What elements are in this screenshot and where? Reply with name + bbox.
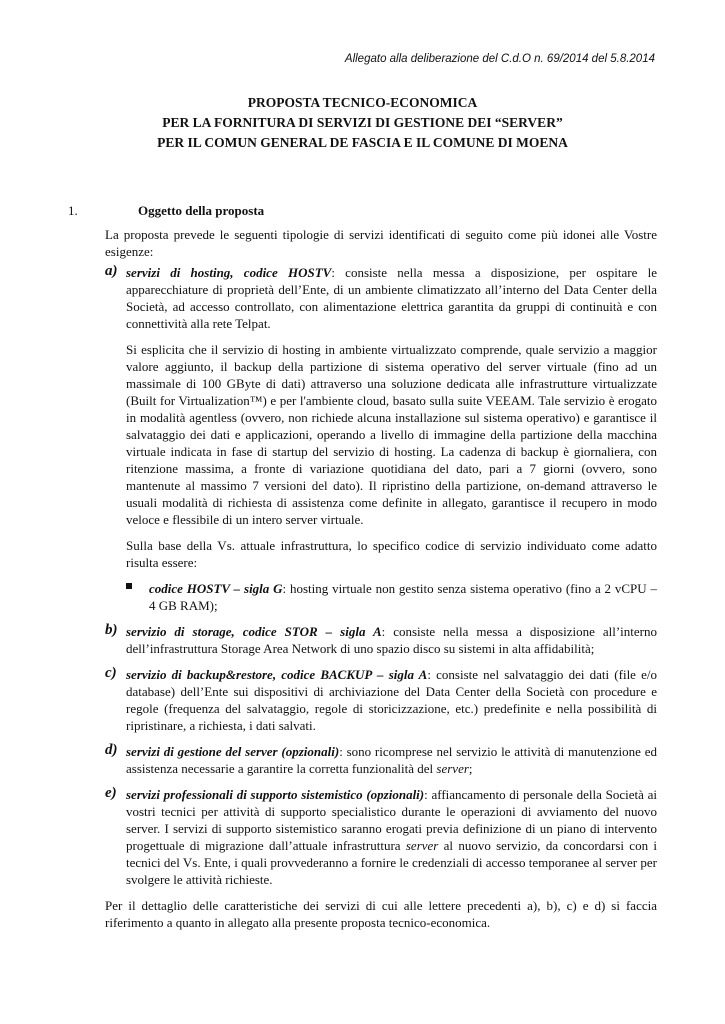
bullet-item <box>126 580 657 614</box>
item-heading: servizi di gestione del server (opzionali) <box>126 744 340 759</box>
item-heading: servizi professionali di supporto sistemistico (opzionali) <box>126 787 425 802</box>
item-text-2: al nuovo servizio, da concordarsi con i tecnici del Vs. Ente, i quali provvederanno a fornire le credenziali di accesso temporanee al server per svolgere le attività richieste. <box>126 838 657 887</box>
section-number: 1. <box>68 203 78 218</box>
item-letter: a) <box>105 263 118 279</box>
item-letter: b) <box>105 622 118 638</box>
bullet-heading: codice HOSTV – sigla G <box>149 581 283 596</box>
item-heading: servizi di hosting, codice HOSTV <box>126 265 332 280</box>
title-line-3: PER IL COMUN GENERAL DE FASCIA E IL COMUNE DI MOENA <box>157 135 568 150</box>
item-letter: d) <box>105 742 118 758</box>
section-title: Oggetto della proposta <box>138 203 265 218</box>
service-item-d <box>105 743 657 777</box>
item-text: : consiste nella messa a disposizione all’interno dell’infrastruttura Storage Area Network di uno spazio disco su sistemi in alta affidabilità; <box>126 624 657 656</box>
item-paragraph <box>126 623 657 657</box>
bullet-text: : hosting virtuale non gestito senza sistema operativo (fino a 2 vCPU – 4 GB RAM); <box>149 581 657 613</box>
item-paragraph <box>126 786 657 888</box>
item-italic-word: server <box>405 838 439 853</box>
service-item-c <box>105 666 657 734</box>
item-text: : consiste nel salvataggio dei dati (file e/o database) dell’Ente sui dispositivi di archiviazione del Data Center della Società con procedure e regole (frequenza del salvataggio, regole di storicizzazione, etc.) predefinite e nella possibilità di ripristinare, a richiesta, i dati salvati. <box>126 667 657 733</box>
item-paragraph <box>126 743 657 777</box>
service-item-a <box>105 264 657 614</box>
title-line-1: PROPOSTA TECNICO-ECONOMICA <box>247 95 478 110</box>
item-paragraph-2: Si esplicita che il servizio di hosting in ambiente virtualizzato comprende, quale servizio a maggior valore aggiunto, il backup della partizione di sistema operativo del server virtuale (fino ad un massimale di 100 GByte di dati) attraverso una soluzione dedicata alle infrastrutture virtualizzate (Built for Virtualization™) e per l'ambiente cloud, basato sulla suite VEEAM. Tale servizio è erogato in modalità agentless (ovvero, non richiede alcuna installazione sul sistema operativo) e garantisce il salvataggio dei dati e applicazioni, operando a livello di immagine della partizione della macchina virtuale indicata in fase di startup del servizio di hosting. La cadenza di backup è giornaliera, con ritenzione massima, a fronte di variazione quotidiana del dato, pari a 7 giorni (ovvero, sono mantenute al massimo 7 versioni del dato). Il ripristino della partizione, on-demand attraverso le usuali modalità di richiesta di assistenza come definite in allegato, garantisce il recupero in modo veloce e flessibile di un intero server virtuale. <box>126 342 657 527</box>
title-line-2: PER LA FORNITURA DI SERVIZI DI GESTIONE DEI “SERVER” <box>162 115 563 130</box>
item-letter: e) <box>105 785 117 801</box>
intro-paragraph: La proposta prevede le seguenti tipologie di servizi identificati di seguito come più idonei alle Vostre esigenze: <box>105 227 657 259</box>
closing-paragraph: Per il dettaglio delle caratteristiche dei servizi di cui alle lettere precedenti a), b), c) e d) si faccia riferimento a quanto in allegato alla presente proposta tecnico-economica. <box>105 898 657 930</box>
item-paragraph <box>126 666 657 734</box>
service-item-b <box>105 623 657 657</box>
square-bullet-icon <box>126 583 132 589</box>
item-paragraph-3: Sulla base della Vs. attuale infrastruttura, lo specifico codice di servizio individuato come adatto risulta essere: <box>126 538 657 570</box>
item-tail: ; <box>468 761 473 776</box>
item-text: : sono ricomprese nel servizio le attività di manutenzione ed assistenza necessarie a garantire la corretta funzionalità del <box>126 744 657 776</box>
attachment-note: Allegato alla deliberazione del C.d.O n. 69/2014 del 5.8.2014 <box>344 53 655 65</box>
item-letter: c) <box>105 665 117 681</box>
item-italic-word: server <box>436 761 469 776</box>
document-title <box>0 93 725 153</box>
item-heading: servizio di storage, codice STOR – sigla A <box>126 624 382 639</box>
item-paragraph <box>126 264 657 332</box>
item-heading: servizio di backup&restore, codice BACKUP – sigla A <box>126 667 428 682</box>
document-body <box>105 226 657 931</box>
service-item-e <box>105 786 657 888</box>
item-text: : affiancamento di personale della Società ai vostri tecnici per attività di supporto specialistico durante le operazioni di avviamento del nuovo server. I servizi di supporto sistemistico saranno erogati previa definizione di un piano di intervento progettuale di migrazione dall’attuale infrastruttura <box>126 787 657 853</box>
item-text: : consiste nella messa a disposizione, per ospitare le apparecchiature di proprietà dell’Ente, di un ambiente climatizzato all’interno del Data Center della Società, ad accesso controllato, con alimentazione elettrica garantita da gruppi di continuità e con connettività alla rete Telpat. <box>126 265 657 331</box>
